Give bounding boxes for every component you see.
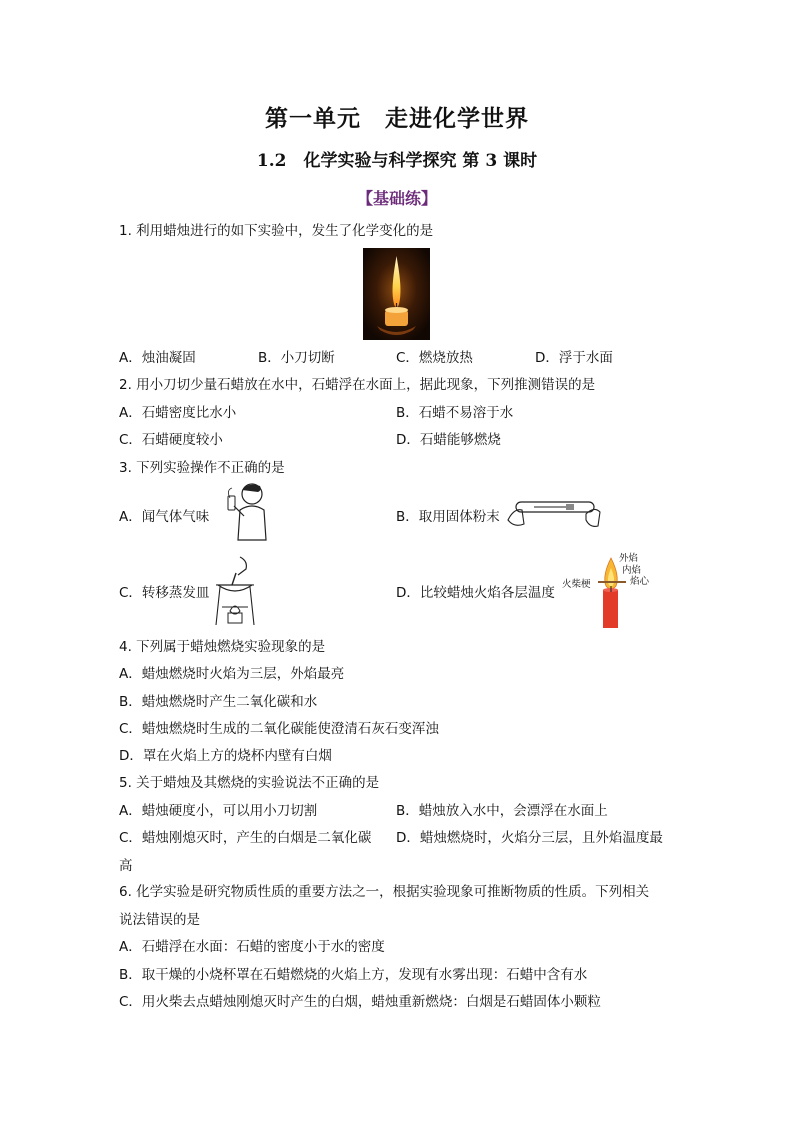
q1-option-c[interactable]: C．燃烧放热 [396, 350, 473, 366]
unit-title: 第一单元 走进化学世界 [265, 105, 529, 132]
question-5-stem: 5. 关于蜡烛及其燃烧的实验说法不正确的是 [119, 775, 380, 791]
candle-photo [363, 248, 430, 340]
q6-option-c[interactable]: C．用火柴去点蜡烛刚熄灭时产生的白烟，蜡烛重新燃烧：白烟是石蜡固体小颗粒 [119, 994, 601, 1010]
q5-option-a[interactable]: A．蜡烛硬度小，可以用小刀切割 [119, 803, 318, 819]
flame-label-outer: 外焰 [619, 553, 639, 564]
q4-option-d[interactable]: D．罩在火焰上方的烧杯内壁有白烟 [119, 748, 332, 764]
q5-option-d[interactable]: D．蜡烛燃烧时，火焰分三层，且外焰温度最 [396, 830, 663, 846]
q1-option-a[interactable]: A．烛油凝固 [119, 350, 196, 366]
q6-option-a[interactable]: A．石蜡浮在水面：石蜡的密度小于水的密度 [119, 939, 385, 955]
q3-option-c[interactable]: C．转移蒸发皿 [119, 585, 210, 601]
question-1-stem: 1. 利用蜡烛进行的如下实验中，发生了化学变化的是 [119, 223, 434, 239]
question-2-stem: 2. 用小刀切少量石蜡放在水中，石蜡浮在水面上，据此现象，下列推测错误的是 [119, 377, 596, 393]
powder-tube-figure [504, 490, 604, 532]
question-6-stem: 6. 化学实验是研究物质性质的重要方法之一，根据实验现象可推断物质的性质。下列相关 [119, 884, 650, 900]
question-6-stem-wrap: 说法错误的是 [119, 912, 200, 928]
q3-option-d[interactable]: D．比较蜡烛火焰各层温度 [396, 585, 555, 601]
flame-label-inner: 内焰 [622, 565, 642, 576]
q2-option-a[interactable]: A．石蜡密度比水小 [119, 405, 237, 421]
section-label: 【基础练】 [356, 189, 437, 208]
q2-option-c[interactable]: C．石蜡硬度较小 [119, 432, 223, 448]
q5-option-c[interactable]: C．蜡烛刚熄灭时，产生的白烟是二氧化碳 [119, 830, 372, 846]
q5-option-b[interactable]: B．蜡烛放入水中，会漂浮在水面上 [396, 803, 608, 819]
q4-option-a[interactable]: A．蜡烛燃烧时火焰为三层，外焰最亮 [119, 666, 345, 682]
q3-option-a[interactable]: A．闻气体气味 [119, 509, 210, 525]
q1-option-d[interactable]: D．浮于水面 [535, 350, 613, 366]
question-4-stem: 4. 下列属于蜡烛燃烧实验现象的是 [119, 639, 326, 655]
q6-option-b[interactable]: B．取干燥的小烧杯罩在石蜡燃烧的火焰上方，发现有水雾出现：石蜡中含有水 [119, 967, 588, 983]
q2-option-b[interactable]: B．石蜡不易溶于水 [396, 405, 514, 421]
q3-option-b[interactable]: B．取用固体粉末 [396, 509, 500, 525]
q5-option-d-wrap: 高 [119, 858, 133, 874]
evaporating-dish-figure [210, 555, 260, 627]
q4-option-b[interactable]: B．蜡烛燃烧时产生二氧化碳和水 [119, 694, 318, 710]
smelling-gas-figure [220, 480, 270, 542]
q4-option-c[interactable]: C．蜡烛燃烧时生成的二氧化碳能使澄清石灰石变浑浊 [119, 721, 439, 737]
q2-option-d[interactable]: D．石蜡能够燃烧 [396, 432, 501, 448]
q1-option-b[interactable]: B．小刀切断 [258, 350, 335, 366]
flame-label-match: 火柴梗 [562, 579, 591, 590]
flame-label-core: 焰心 [630, 576, 650, 587]
candle-flame-figure [562, 552, 657, 630]
question-3-stem: 3. 下列实验操作不正确的是 [119, 460, 285, 476]
lesson-title: 1.2 化学实验与科学探究 第 3 课时 [256, 151, 538, 171]
